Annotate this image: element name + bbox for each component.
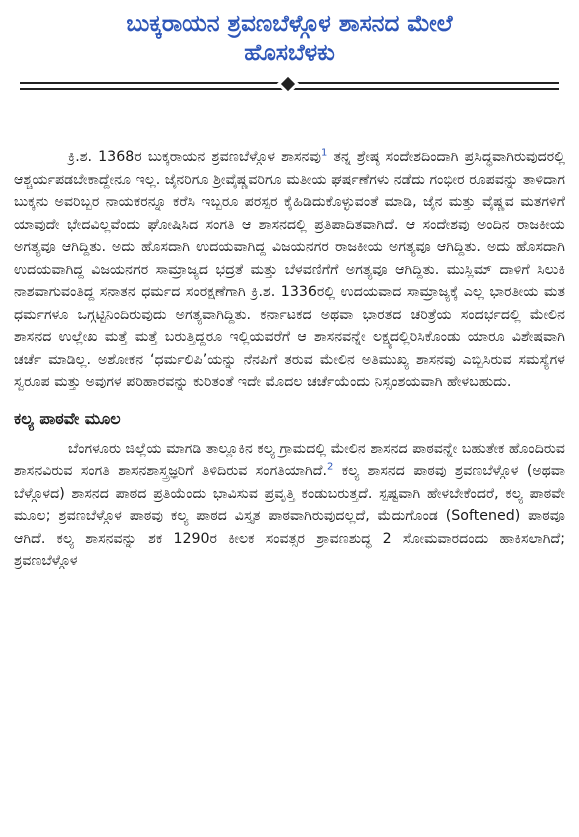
section-heading: ಕಲ್ಯ ಪಾಠವೇ ಮೂಲ xyxy=(14,408,121,428)
title-divider xyxy=(20,78,559,96)
footnote-ref-1[interactable]: 1 xyxy=(320,147,328,159)
paragraph-2-text-b: ಕಲ್ಯ ಶಾಸನದ ಪಾಠವು ಶ್ರವಣಬೆಳ್ಗೊಳ (ಅಥವಾ ಬೆಳ್ಗೊಳದ) ಶಾಸನದ ಪಾಠದ ಪ್ರತಿಯೆಂದು ಭಾವಿಸುವ ಪ್ರವೃತ್ತಿ ಕಂಡುಬರುತ್ತದೆ. ಸ್ಪಷ್ಟವಾಗಿ ಹೇಳಬೇಕೆಂದರೆ, ಕಲ್ಯ ಪಾಠವೇ ಮೂಲ; ಶ್ರವಣಬೆಳ್ಗೊಳ ಪಾಠವು ಕಲ್ಯ ಪಾಠದ ವಿಸ್ತೃತ ಪಾಠವಾಗಿರುವುದಲ್ಲದೆ, ಮೆದುಗೊಂಡ (Softened) ಪಾಠವೂ ಆಗಿದೆ. ಕಲ್ಯ ಶಾಸನವನ್ನು ಶಕ 1290ರ ಕೀಲಕ ಸಂವತ್ಸರ ಶ್ರಾವಣಶುದ್ಧ 2 ಸೋಮವಾರದಂದು ಹಾಕಿಸಲಾಗಿದೆ; ಶ್ರವಣಬೆಳ್ಗೊಳ xyxy=(14,463,565,569)
paragraph-1 xyxy=(14,146,565,394)
title-line-1: ಬುಕ್ಕರಾಯನ ಶ್ರವಣಬೆಳ್ಗೊಳ ಶಾಸನದ ಮೇಲೆ xyxy=(126,11,453,37)
title-line-2: ಹೊಸಬೆಳಕು xyxy=(244,40,335,66)
paragraph-2 xyxy=(14,438,565,573)
paragraph-1-text-b: ತನ್ನ ಶ್ರೇಷ್ಠ ಸಂದೇಶದಿಂದಾಗಿ ಪ್ರಸಿದ್ಧವಾಗಿರುವುದರಲ್ಲಿ ಆಶ್ಚರ್ಯಪಡಬೇಕಾದ್ದೇನೂ ಇಲ್ಲ. ಜೈನರಿಗೂ ಶ್ರೀವೈಷ್ಣವರಿಗೂ ಮತೀಯ ಘರ್ಷಣೆಗಳು ನಡೆದು ಗಂಭೀರ ರೂಪವನ್ನು ತಾಳಿದಾಗ ಬುಕ್ಕನು ಅವರಿಬ್ಬರ ನಾಯಕರನ್ನೂ ಕರೆಸಿ ಇಬ್ಬರೂ ಪರಸ್ಪರ ಕೈಹಿಡಿದುಕೊಳ್ಳುವಂತೆ ಮಾಡಿ, ಜೈನ ಮತ್ತು ವೈಷ್ಣವ ಮತಗಳಿಗೆ ಯಾವುದೇ ಭೇದವಿಲ್ಲವೆಂದು ಘೋಷಿಸಿದ ಸಂಗತಿ ಆ ಶಾಸನದಲ್ಲಿ ಪ್ರತಿಪಾದಿತವಾಗಿದೆ. ಆ ಸಂದೇಶವು ಅಂದಿನ ರಾಜಕೀಯ ಅಗತ್ಯವೂ ಆಗಿದ್ದಿತು. ಅದು ಹೊಸದಾಗಿ ಉದಯವಾಗಿದ್ದ ವಿಜಯನಗರ ರಾಜಕೀಯ ಅಗತ್ಯವೂ ಆಗಿದ್ದಿತು. ಅದು ಹೊಸದಾಗಿ ಉದಯವಾಗಿದ್ದ ವಿಜಯನಗರ ಸಾಮ್ರಾಜ್ಯದ ಭದ್ರತೆ ಮತ್ತು ಬೆಳವಣಿಗೆಗೆ ಅಗತ್ಯವೂ ಆಗಿದ್ದಿತು. ಮುಸ್ಲಿಮ್ ದಾಳಿಗೆ ಸಿಲುಕಿ ನಾಶವಾಗುವಂತಿದ್ದ ಸನಾತನ ಧರ್ಮದ ಸಂರಕ್ಷಣೆಗಾಗಿ ಕ್ರಿ.ಶ. 1336ರಲ್ಲಿ ಉದಯವಾದ ಸಾಮ್ರಾಜ್ಯಕ್ಕೆ ಎಲ್ಲ ಭಾರತೀಯ ಮತ ಧರ್ಮಗಳೂ ಒಗ್ಗಟ್ಟಿನಿಂದಿರುವುದು ಅಗತ್ಯವಾಗಿದ್ದಿತು. ಕರ್ನಾಟಕದ ಅಥವಾ ಭಾರತದ ಚರಿತ್ರೆಯ ಸಂದರ್ಭದಲ್ಲಿ ಮೇಲಿನ ಶಾಸನದ ಉಲ್ಲೇಖ ಮತ್ತೆ ಮತ್ತೆ ಬರುತ್ತಿದ್ದರೂ ಇಲ್ಲಿಯವರೆಗೆ ಆ ಶಾಸನವನ್ನೇ ಲಕ್ಷ್ಯದಲ್ಲಿರಿಸಿಕೊಂಡು ಯಾರೂ ವಿಶೇಷವಾಗಿ ಚರ್ಚೆ ಮಾಡಿಲ್ಲ. ಅಶೋಕನ ‘ಧರ್ಮಲಿಪಿ’ಯನ್ನು ನೆನಪಿಗೆ ತರುವ ಮೇಲಿನ ಅತಿಮುಖ್ಯ ಶಾಸನವು ಎಬ್ಬಿಸಿರುವ ಸಮಸ್ಯೆಗಳ ಸ್ವರೂಪ ಮತ್ತು ಅವುಗಳ ಪರಿಹಾರವನ್ನು ಕುರಿತಂತೆ ಇದೇ ಮೊದಲ ಚರ್ಚೆಯೆಂದು ನಿಸ್ಸಂಶಯವಾಗಿ ಹೇಳಬಹುದು. xyxy=(14,149,565,390)
article-body xyxy=(14,146,565,573)
paragraph-2-text-a: ಬೆಂಗಳೂರು ಜಿಲ್ಲೆಯ ಮಾಗಡಿ ತಾಲ್ಲೂಕಿನ ಕಲ್ಯ ಗ್ರಾಮದಲ್ಲಿ ಮೇಲಿನ ಶಾಸನದ ಪಾಠವನ್ನೇ ಬಹುತೇಕ ಹೊಂದಿರುವ ಶಾಸನವಿರುವ ಸಂಗತಿ ಶಾಸನಶಾಸ್ತ್ರಜ್ಞರಿಗೆ ತಿಳಿದಿರುವ ಸಂಗತಿಯಾಗಿದೆ. xyxy=(14,440,565,479)
paragraph-1-text-a: ಕ್ರಿ.ಶ. 1368ರ ಬುಕ್ಕರಾಯನ ಶ್ರವಣಬೆಳ್ಗೊಳ ಶಾಸನವು xyxy=(68,149,321,165)
page-title xyxy=(0,0,579,68)
footnote-ref-2[interactable]: 2 xyxy=(326,461,334,473)
